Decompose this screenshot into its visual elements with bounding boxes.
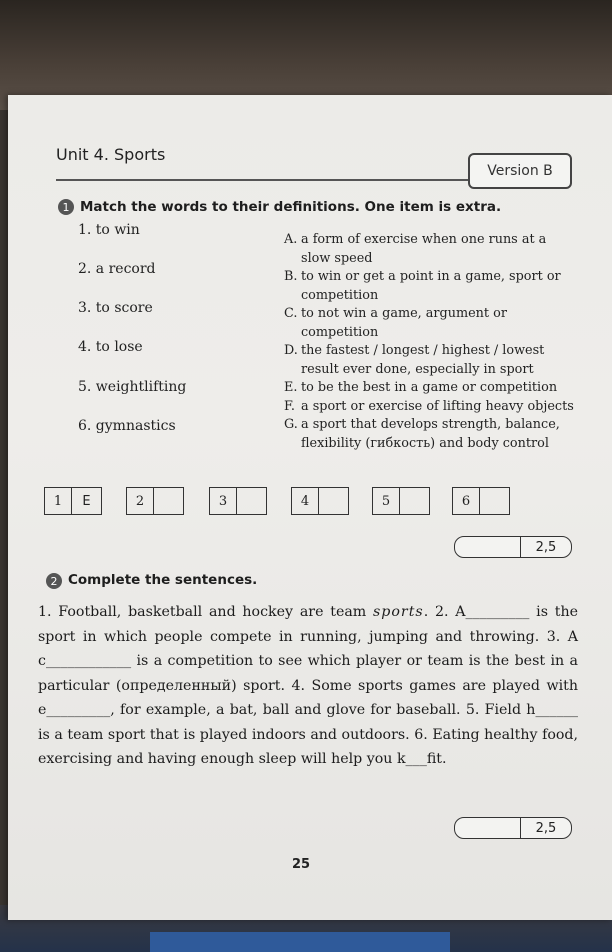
version-badge: Version B — [468, 153, 572, 189]
task-2-score — [454, 817, 572, 839]
sentence-text: 5. Field h — [465, 702, 536, 718]
sentence-text: , for example, a bat, ball and glove for baseball. — [110, 702, 461, 718]
score-value: 2,5 — [520, 537, 571, 557]
answer-box[interactable] — [452, 487, 510, 515]
sentence-text: is the sport in which people compete in running, jumping and throwing. — [38, 604, 578, 645]
definition-letter: E. — [284, 380, 298, 395]
word-item: 1. to win — [78, 222, 140, 238]
gap-blank[interactable]: ___ — [405, 751, 427, 767]
definition-letter: B. — [284, 269, 298, 284]
definition-letter: A. — [284, 232, 298, 247]
definition-text: to be the best in a game or competition — [301, 380, 558, 395]
task-2-sentences — [38, 600, 578, 772]
gap-blank[interactable]: _________ — [465, 604, 530, 620]
task-1-title: Match the words to their definitions. One item is extra. — [80, 199, 502, 215]
definition-item — [284, 398, 574, 417]
task-1-score — [454, 536, 572, 558]
unit-title: Unit 4. Sports — [56, 145, 166, 164]
answer-value[interactable] — [154, 488, 183, 514]
answer-box[interactable] — [372, 487, 430, 515]
definition-text: to win or get a point in a game, sport or competition — [301, 269, 561, 303]
word-item: 3. to score — [78, 300, 153, 316]
definition-item — [284, 379, 574, 398]
answer-number: 2 — [127, 488, 154, 514]
answer-number: 5 — [373, 488, 400, 514]
score-blank — [455, 537, 520, 557]
answer-value[interactable] — [480, 488, 509, 514]
workbook-page — [8, 95, 612, 920]
gap-blank[interactable]: _________ — [46, 702, 111, 718]
task-2-number: 2 — [46, 573, 62, 589]
sentence-text: 3. A c — [38, 628, 578, 669]
header-rule — [56, 179, 474, 181]
word-item: 5. weightlifting — [78, 379, 187, 395]
score-blank — [455, 818, 520, 838]
answer-value[interactable] — [319, 488, 348, 514]
background-top — [0, 0, 612, 110]
answer-value[interactable] — [400, 488, 429, 514]
sentence-text: . 2. A — [423, 604, 466, 620]
sentence-text: fit. — [426, 751, 447, 767]
sentence-text: 6. Eating healthy food, exercising and having enough sleep will help you k — [38, 726, 578, 767]
definition-text: a sport that develops strength, balance, flexibility (гибкость) and body control — [301, 417, 560, 451]
task-1-number: 1 — [58, 199, 74, 215]
answer-box[interactable] — [291, 487, 349, 515]
definition-item — [284, 231, 574, 268]
definition-text: the fastest / longest / highest / lowest result ever done, especially in sport — [301, 343, 545, 377]
handwritten-answer: sports — [373, 604, 424, 620]
page-number: 25 — [292, 857, 311, 872]
definitions-list — [284, 231, 574, 453]
book-cover-stripe — [150, 932, 450, 952]
answer-box[interactable] — [44, 487, 102, 515]
definition-letter: F. — [284, 398, 295, 414]
sentence-text: is a competition to see which player or team is the best in a particular (определенный) sport. 4. Some sports games are played with e — [38, 653, 578, 718]
definition-item — [284, 416, 574, 453]
word-item: 4. to lose — [78, 339, 143, 355]
definition-item — [284, 268, 574, 305]
word-item: 2. a record — [78, 261, 156, 277]
score-value: 2,5 — [520, 818, 571, 838]
word-item: 6. gymnastics — [78, 418, 176, 434]
definition-item — [284, 342, 574, 379]
answer-number: 1 — [45, 488, 72, 514]
answer-box[interactable] — [209, 487, 267, 515]
definition-letter: G. — [284, 417, 298, 432]
sentence-text: 1. Football, basketball and hockey are team — [38, 604, 374, 620]
definition-text: a sport or exercise of lifting heavy objects — [301, 398, 574, 414]
definition-letter: C. — [284, 306, 298, 321]
sentence-text: is a team sport that is played indoors and outdoors. — [38, 726, 410, 743]
definition-text: a form of exercise when one runs at a slow speed — [301, 232, 547, 266]
answer-value[interactable]: E — [82, 493, 91, 509]
definition-text: to not win a game, argument or competition — [301, 306, 507, 340]
definition-item — [284, 305, 574, 342]
answer-number: 3 — [210, 488, 237, 514]
gap-blank[interactable]: ______ — [535, 702, 579, 718]
gap-blank[interactable]: ____________ — [45, 653, 132, 669]
answer-number: 4 — [292, 488, 319, 514]
definition-letter: D. — [284, 343, 298, 358]
answer-value[interactable] — [237, 488, 266, 514]
answer-box[interactable] — [126, 487, 184, 515]
answer-number: 6 — [453, 488, 480, 514]
task-2-title: Complete the sentences. — [68, 572, 258, 588]
